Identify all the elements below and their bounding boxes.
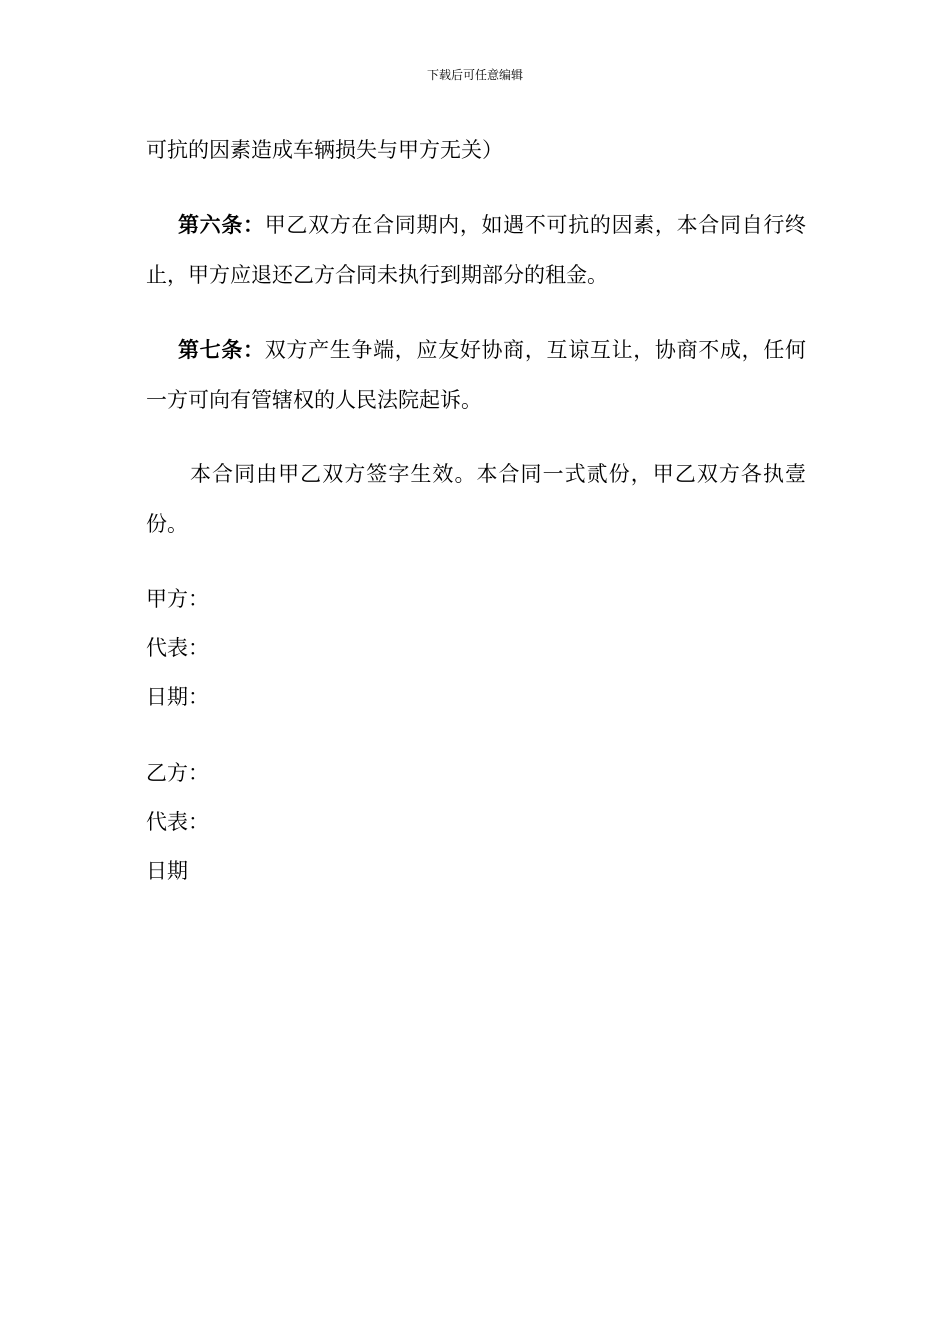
representative-b-label: 代表： — [146, 810, 209, 834]
continuation-text: 可抗的因素造成车辆损失与甲方无关） — [146, 138, 503, 162]
article-seven-label: 第七条： — [178, 337, 265, 362]
article-six — [146, 200, 806, 300]
signature-party-b — [146, 749, 806, 896]
article-six-label: 第六条： — [178, 212, 265, 237]
date-b-label: 日期 — [146, 859, 188, 883]
paragraph-continuation — [146, 125, 806, 175]
date-a-label: 日期： — [146, 685, 209, 709]
page-header: 下载后可任意编辑 — [426, 68, 523, 82]
closing-clause — [146, 449, 806, 549]
article-six-paragraph — [146, 200, 806, 300]
article-six-text: 甲乙双方在合同期内，如遇不可抗的因素，本合同自行终止，甲方应退还乙方合同未执行到期部分的租金。 — [146, 213, 807, 287]
party-b-label: 乙方： — [146, 761, 209, 785]
closing-text: 本合同由甲乙双方签字生效。本合同一式贰份，甲乙双方各执壹份。 — [146, 462, 806, 536]
article-seven-paragraph — [146, 325, 806, 425]
party-a-label: 甲方： — [146, 587, 209, 611]
article-seven-text: 双方产生争端，应友好协商，互谅互让，协商不成，任何一方可向有管辖权的人民法院起诉。 — [146, 338, 807, 412]
representative-a-label: 代表： — [146, 636, 209, 660]
signature-party-a — [146, 575, 806, 722]
article-seven — [146, 325, 806, 425]
